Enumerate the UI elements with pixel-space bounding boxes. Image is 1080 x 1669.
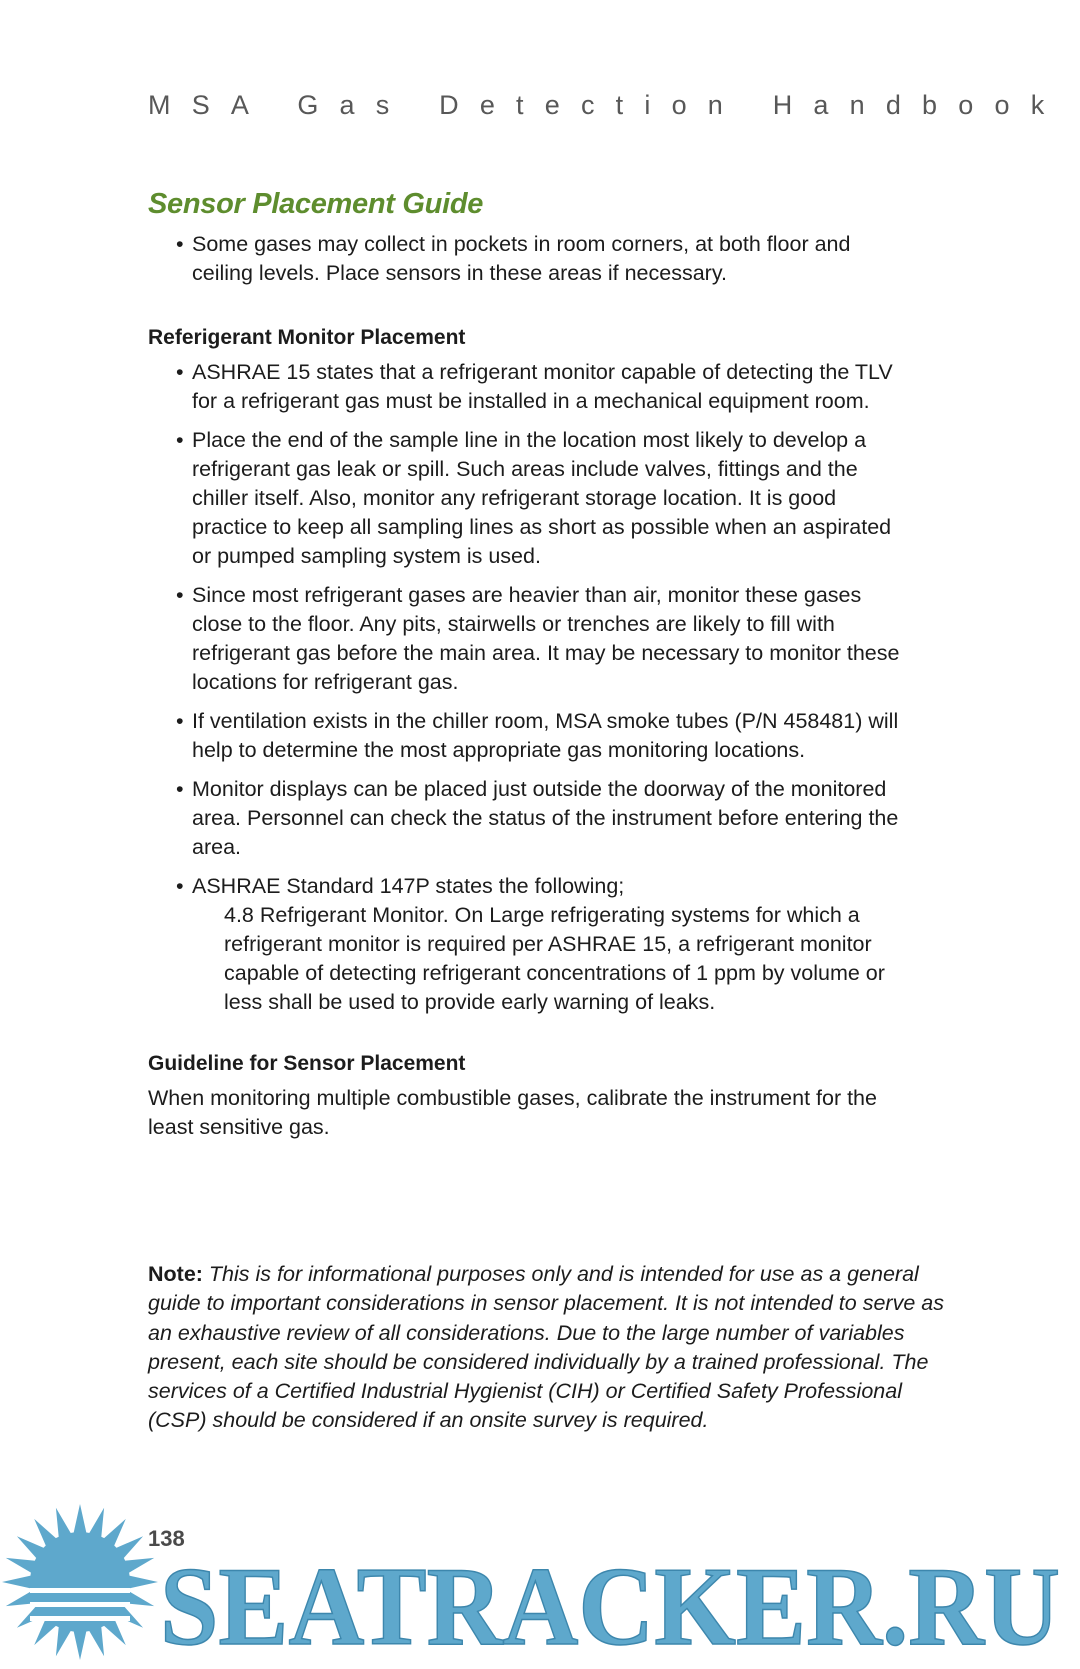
list-item <box>0 775 912 862</box>
bullet-icon: • <box>176 360 184 384</box>
list-item <box>0 358 912 416</box>
bullet-icon: • <box>176 232 184 256</box>
list-item-text: Some gases may collect in pockets in room corners, at both floor and ceiling levels. Place sensors in these areas if necessary. <box>192 232 851 285</box>
page-number: 138 <box>148 1526 185 1551</box>
note-paragraph <box>148 1260 948 1436</box>
section-title: Sensor Placement Guide <box>148 188 484 220</box>
refrigerant-heading: Referigerant Monitor Placement <box>148 326 466 349</box>
sunburst-icon <box>2 1504 158 1660</box>
watermark-logo <box>0 1490 1080 1669</box>
list-item <box>0 707 912 765</box>
bullet-icon: • <box>176 777 184 801</box>
standard-quote: 4.8 Refrigerant Monitor. On Large refrigerating systems for which a refrigerant monitor is required per ASHRAE 15, a refrigerant monitor capable of detecting refrigerant concentrations of 1 ppm by volume or less shall be used to provide early warning of leaks. <box>224 903 885 1014</box>
list-item <box>0 581 912 697</box>
guideline-heading: Guideline for Sensor Placement <box>148 1052 466 1075</box>
bullet-icon: • <box>176 874 184 898</box>
list-item-text: ASHRAE 15 states that a refrigerant monitor capable of detecting the TLV for a refrigerant gas must be installed in a mechanical equipment room. <box>192 360 893 413</box>
list-item-text: Monitor displays can be placed just outside the doorway of the monitored area. Personnel can check the status of the instrument before entering the area. <box>192 777 899 859</box>
list-item-text: ASHRAE Standard 147P states the following; <box>192 874 625 898</box>
list-item <box>0 872 912 1017</box>
note-text: This is for informational purposes only and is intended for use as a general guide to important considerations in sensor placement. It is not intended to serve as an exhaustive review of all considerations. Due to the large number of variables present, each site should be considered individually by a trained professional. The services of a Certified Industrial Hygienist (CIH) or Certified Safety Professional (CSP) should be considered if an onsite survey is required. <box>148 1262 944 1433</box>
guideline-text: When monitoring multiple combustible gases, calibrate the instrument for the least sensitive gas. <box>148 1086 877 1139</box>
bullet-icon: • <box>176 583 184 607</box>
refrigerant-bullet-list <box>0 358 912 1017</box>
list-item-text: Place the end of the sample line in the location most likely to develop a refrigerant gas leak or spill. Such areas include valves, fittings and the chiller itself. Also, monitor any refrigerant storage location. It is good practice to keep all sampling lines as short as possible when an aspirated or pumped sampling system is used. <box>192 428 892 568</box>
intro-bullet-list <box>0 230 912 288</box>
list-item-text: If ventilation exists in the chiller room, MSA smoke tubes (P/N 458481) will help to determine the most appropriate gas monitoring locations. <box>192 709 899 762</box>
note-label: Note: <box>148 1262 203 1286</box>
list-item <box>0 426 912 571</box>
bullet-icon: • <box>176 709 184 733</box>
watermark-text: SEATRACKER.RU <box>160 1545 1060 1669</box>
running-header: MSA Gas Detection Handbook <box>148 90 1066 120</box>
list-item-text: Since most refrigerant gases are heavier than air, monitor these gases close to the floor. Any pits, stairwells or trenches are likely to fill with refrigerant gas before the main area. It may be necessary to monitor these locations for refrigerant gas. <box>192 583 900 694</box>
list-item <box>0 230 912 288</box>
bullet-icon: • <box>176 428 184 452</box>
